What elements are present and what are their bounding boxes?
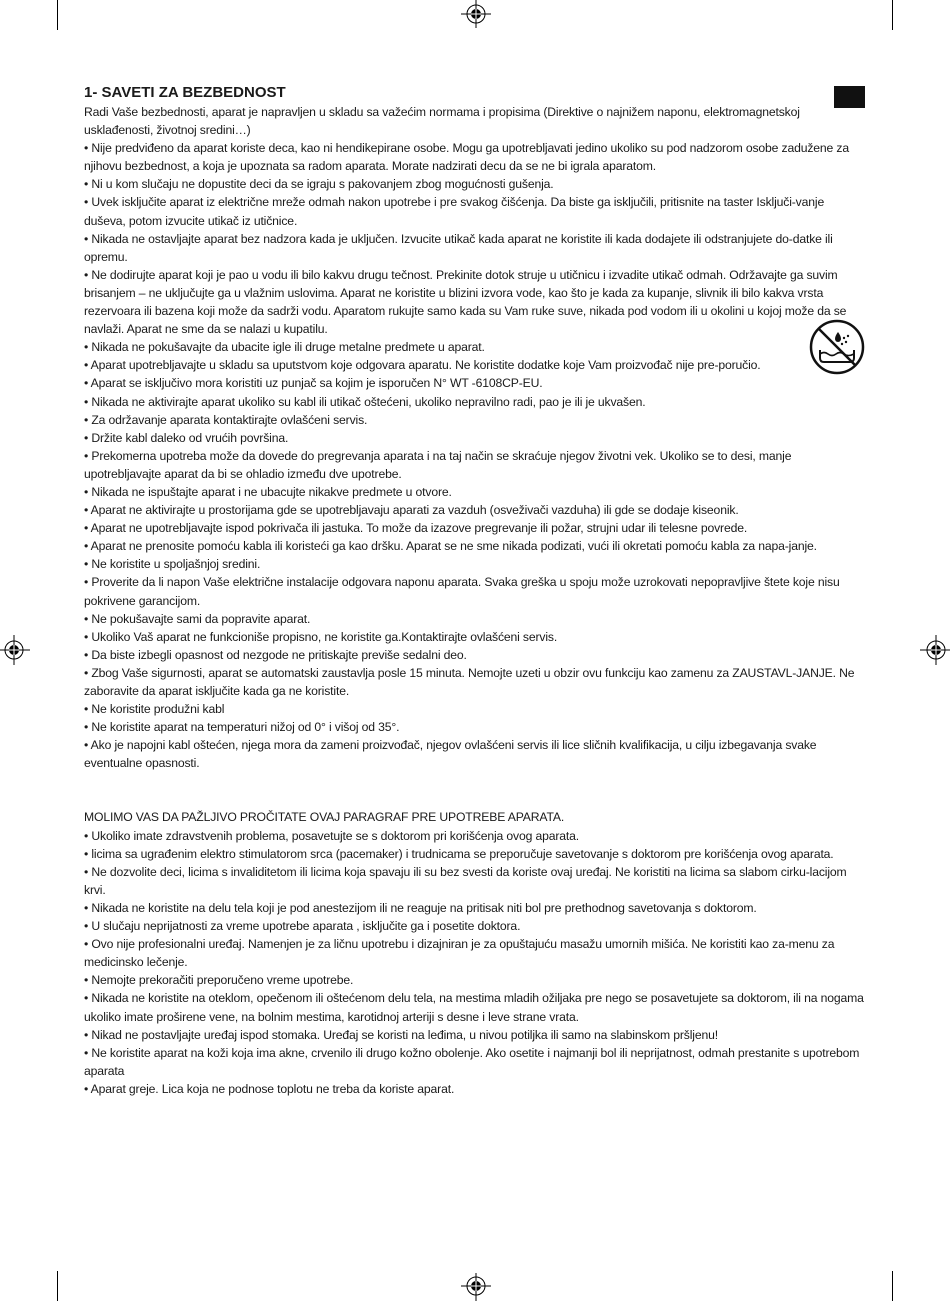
list-item: • Nije predviđeno da aparat koriste deca, kao ni hendikepirane osobe. Mogu ga upotrebljavati jedino ukoliko su pod nadzorom osobe zadužene za njihovu bezbednost, a koja je upoznata sa radom aparata. Morate nadzirati decu da se ne bi igrala aparatom. (84, 141, 849, 174)
list-item: • Ni u kom slučaju ne dopustite deci da se igraju s pakovanjem zbog mogućnosti gušenja. (84, 177, 554, 192)
list-item: • Nikada ne koristite na delu tela koji je pod anestezijom ili ne reaguje na pritisak niti bol pre prethodnog savetovanja s doktorom. (84, 900, 757, 915)
crop-mark (57, 0, 58, 30)
list-item: • Aparat se isključivo mora koristiti uz punjač sa kojim je isporučen N° WT -6108CP-EU. (84, 376, 543, 391)
list-item: • U slučaju neprijatnosti za vreme upotrebe aparata , isključite ga i posetite doktora. (84, 919, 521, 934)
list-item: • Ukoliko imate zdravstvenih problema, posavetujte se s doktorom pri korišćenja ovog aparata. (84, 828, 579, 843)
list-item: • Ovo nije profesionalni uređaj. Namenjen je za ličnu upotrebu i dizajniran je za opuštajuću masažu umornih mišića. Ne koristiti kao za-menu za medicinsko lečenje. (84, 937, 835, 970)
section-title: 1- SAVETI ZA BEZBEDNOST (84, 84, 286, 101)
section-spacer (84, 772, 866, 808)
list-item: • Aparat greje. Lica koja ne podnose toplotu ne treba da koriste aparat. (84, 1081, 455, 1096)
registration-mark-icon (0, 635, 30, 665)
list-item: • Aparat ne upotrebljavajte ispod pokrivača ili jastuka. To može da izazove pregrevanje ili požar, strujni udar ili telesne povrede. (84, 521, 748, 536)
list-item: • Nikada ne koristite na oteklom, opečenom ili oštećenom delu tela, na mestima mladih ožiljaka pre nego se posavetujete sa doktorom, ili na nogama ukoliko imate proširene vene, na bolnim mestima, karotidnoj arteriji s desne i leve strane vrata. (84, 991, 864, 1024)
crop-mark (57, 1271, 58, 1301)
safety-instructions (84, 84, 866, 1098)
crop-mark (892, 0, 893, 30)
registration-mark-icon (920, 635, 950, 665)
list-item: • Prekomerna upotreba može da dovede do pregrevanja aparata i na taj način se skraćuje njegov životni vek. Ukoliko se to desi, manje upotrebljavajte aparat da bi se ohladio između dve upotrebe. (84, 448, 792, 481)
list-item: • Proverite da li napon Vaše električne instalacije odgovara naponu aparata. Svaka greška u spoju može uzrokovati nepopravljive štete koje nisu pokrivene garancijom. (84, 575, 840, 608)
list-item: • Ne dozvolite deci, licima s invaliditetom ili licima koja spavaju ili su bez svesti da koriste ovaj uređaj. Ne koristiti na licima sa slabom cirku-lacijom krvi. (84, 864, 847, 897)
list-item: • Ne koristite produžni kabl (84, 702, 225, 717)
list-item: • Ne koristite aparat na koži koja ima akne, crvenilo ili drugo kožno obolenje. Ako osetite i najmanji bol ili neprijatnost, odmah prestanite s upotrebom aparata (84, 1045, 860, 1078)
registration-mark-icon (461, 0, 491, 30)
list-item: • Za održavanje aparata kontaktirajte ovlašćeni servis. (84, 412, 368, 427)
list-item: • Ukoliko Vaš aparat ne funkcioniše propisno, ne koristite ga.Kontaktirajte ovlašćeni servis. (84, 629, 558, 644)
list-item: • Ne dodirujte aparat koji je pao u vodu ili bilo kakvu drugu tečnost. Prekinite dotok struje u utičnicu i izvadite utikač odmah. Održavajte ga suvim brisanjem – ne uključujte ga u vlažnim uslovima. Aparat ne koristite u blizini izvora vode, kao što je kada za kupanje, slivnik ili bilo kakva vrsta rezervoara ili bazena koji može da sadrži vodu. Aparatom rukujte samo kada su Vam ruke suve, nikada pod vodom ili u okolini u kojoj može da se navlaži. Aparat ne sme da se nalazi u kupatilu. (84, 267, 847, 337)
list-item: • Ako je napojni kabl oštećen, njega mora da zameni proizvođač, njegov ovlašćeni servis ili lice sličnih kvalifikacija, u cilju izbegavanja svake eventualne opasnosti. (84, 738, 817, 771)
list-item: • Nikada ne ostavljajte aparat bez nadzora kada je uključen. Izvucite utikač kada aparat ne koristite ili kada dodajete ili odstranjujete do-datke ili opremu. (84, 231, 833, 264)
list-item: • Aparat ne prenosite pomoću kabla ili koristeći ga kao dršku. Aparat se ne sme nikada podizati, vući ili okretati pomoću kabla za napa-janje. (84, 539, 817, 554)
list-item: • Uvek isključite aparat iz električne mreže odmah nakon upotrebe i pre svakog čišćenja. Da biste ga isključili, pritisnite na taster Isključi-vanje duševa, potom izvucite utikač iz utičnice. (84, 195, 825, 228)
intro-paragraph: Radi Vaše bezbednosti, aparat je napravljen u skladu sa važećim normama i propisima (Direktive o najnižem naponu, elektromagnetskoj usklađenosti, životnoj sredini…) (84, 105, 800, 138)
list-item: • Nikada ne aktivirajte aparat ukoliko su kabl ili utikač oštećeni, ukoliko nepravilno radi, pao je ili je ukvašen. (84, 394, 646, 409)
list-item: • Ne pokušavajte sami da popravite aparat. (84, 611, 311, 626)
list-item: • Aparat ne aktivirajte u prostorijama gde se upotrebljavaju aparati za vazduh (osveživači vazduha) ili gde se dodaje kiseonik. (84, 503, 739, 518)
list-item: • Aparat upotrebljavajte u skladu sa uputstvom koje odgovara aparatu. Ne koristite dodatke koje Vam proizvođač nije pre-poručio. (84, 358, 761, 373)
list-item: • Ne koristite u spoljašnjoj sredini. (84, 557, 261, 572)
list-item: • Zbog Vaše sigurnosti, aparat se automatski zaustavlja posle 15 minuta. Nemojte uzeti u obzir ovu funkciju kao zamenu za ZAUSTAVL-JANJE. Ne zaboravite da aparat isključite kada ga ne koristite. (84, 665, 855, 698)
list-item: • Nikada ne pokušavajte da ubacite igle ili druge metalne predmete u aparat. (84, 340, 485, 355)
list-item: • Nikada ne ispuštajte aparat i ne ubacujte nikakve predmete u otvore. (84, 484, 452, 499)
list-item: • Nemojte prekoračiti preporučeno vreme upotrebe. (84, 973, 354, 988)
list-item: • Držite kabl daleko od vrućih površina. (84, 430, 289, 445)
crop-mark (892, 1271, 893, 1301)
list-item: • Da biste izbegli opasnost od nezgode ne pritiskajte previše sedalni deo. (84, 647, 467, 662)
list-item: • Nikad ne postavljajte uređaj ispod stomaka. Uređaj se koristi na leđima, u nivou potiljka ili samo na slabinskom pršljenu! (84, 1027, 718, 1042)
list-item: • Ne koristite aparat na temperaturi nižoj od 0° i višoj od 35°. (84, 720, 400, 735)
list-item: • licima sa ugrađenim elektro stimulatorom srca (pacemaker) i trudnicama se preporučuje savetovanje s doktorom pre korišćenja ovog aparata. (84, 846, 834, 861)
registration-mark-icon (461, 1271, 491, 1301)
section-heading: MOLIMO VAS DA PAŽLJIVO PROČITATE OVAJ PARAGRAF PRE UPOTREBE APARATA. (84, 810, 565, 825)
